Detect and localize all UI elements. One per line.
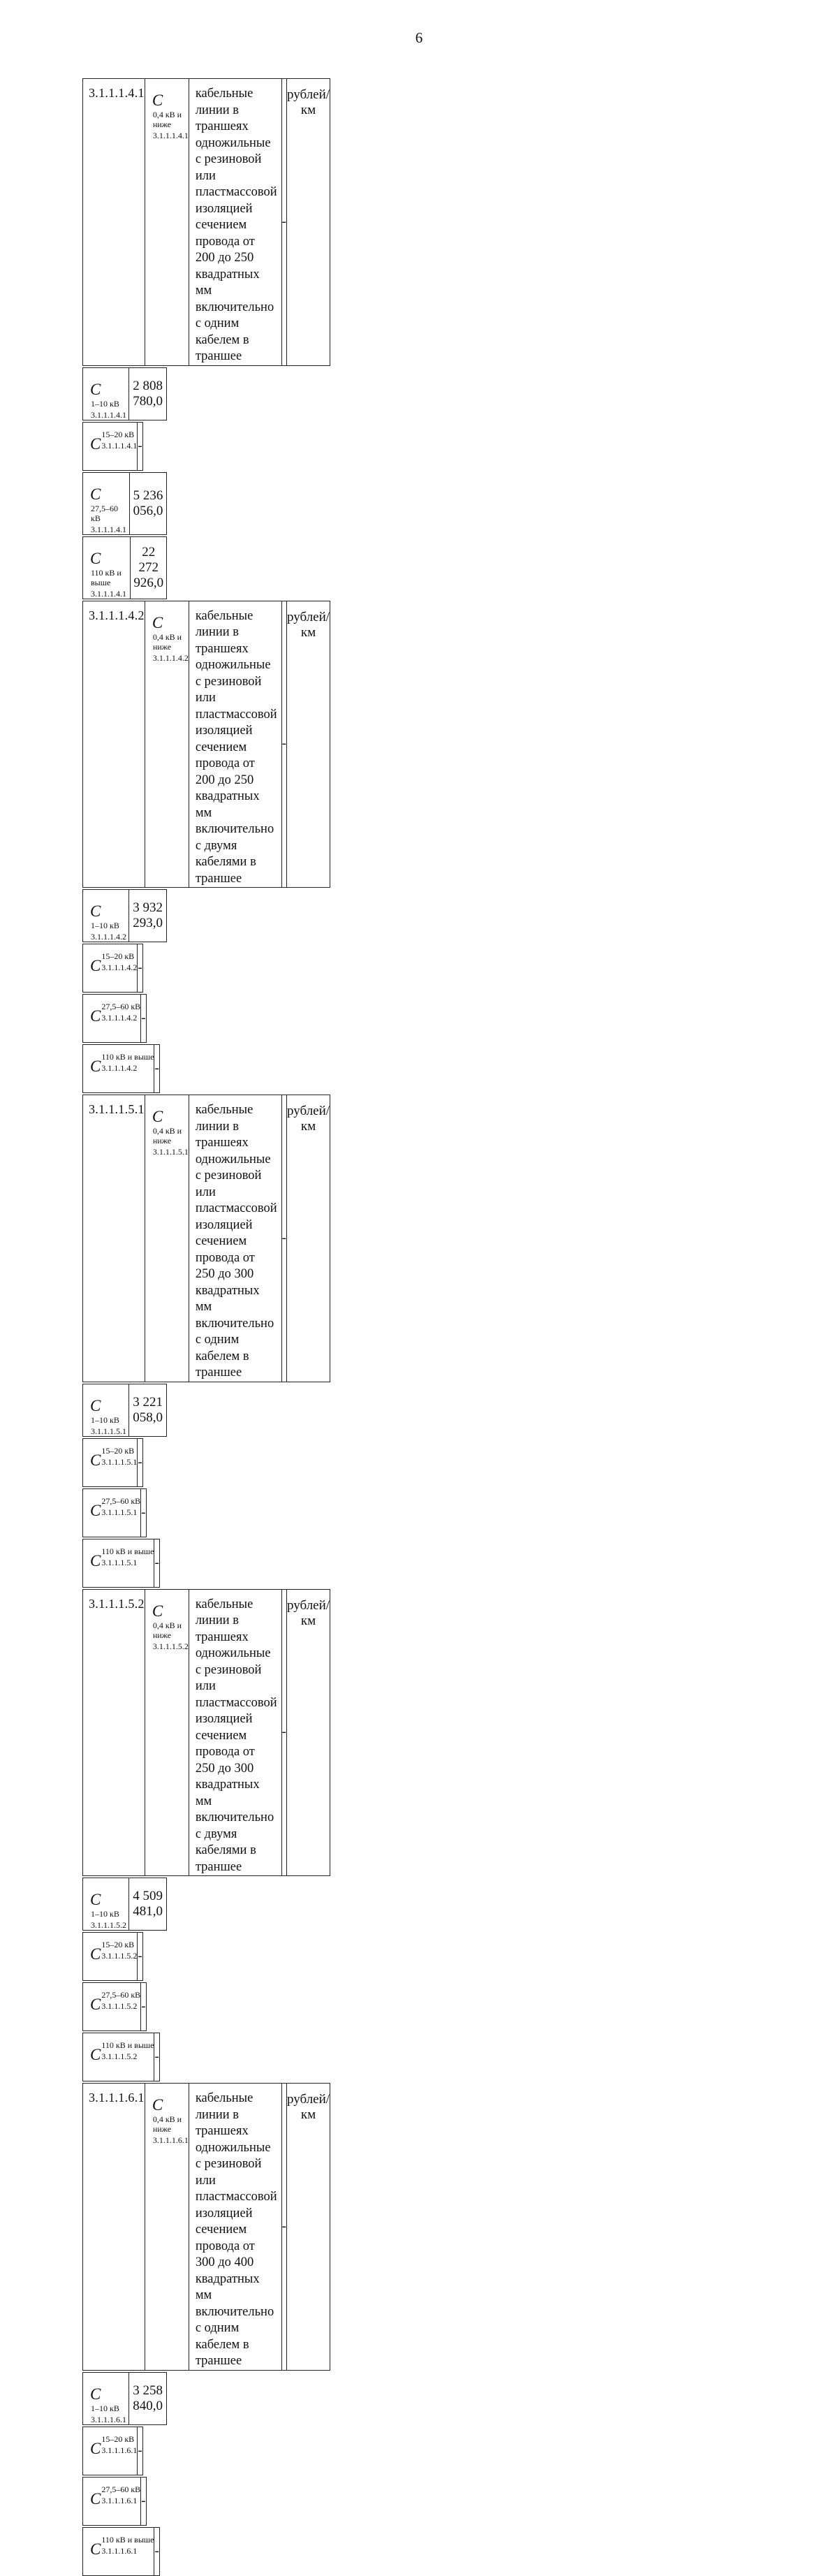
code-subscript: 3.1.1.1.5.1 xyxy=(101,1557,138,1567)
item-description: кабельные линии в траншеях одножильные с резиновой или пластмассовой изоляцией сечением провода от 250 до 300 квадратных мм включительно с одним кабелем в траншее xyxy=(189,1095,281,1382)
rate-symbol xyxy=(83,1539,154,1587)
rate-symbol xyxy=(83,536,131,599)
voltage-superscript: 27,5–60 кВ xyxy=(91,503,118,523)
rate-symbol xyxy=(145,1589,189,1876)
table-row xyxy=(82,889,167,942)
table-row xyxy=(82,367,167,420)
page-number: 6 xyxy=(415,29,423,46)
code-subscript: 3.1.1.1.4.1 xyxy=(91,524,126,534)
rate-value: - xyxy=(141,2477,146,2525)
table-row xyxy=(82,536,167,599)
rate-value: - xyxy=(281,2084,286,2371)
voltage-superscript: 110 кВ и выше xyxy=(101,2534,154,2545)
voltage-superscript: 110 кВ и выше xyxy=(101,2040,154,2050)
code-subscript: 3.1.1.1.5.2 xyxy=(101,1951,138,1961)
rate-value: 4 509 481,0 xyxy=(129,1878,167,1931)
table-row xyxy=(82,2372,167,2425)
rate-value: 3 221 058,0 xyxy=(129,1384,167,1436)
rate-letter: C xyxy=(90,1996,101,2013)
voltage-superscript: 110 кВ и выше xyxy=(101,1052,154,1062)
rate-symbol xyxy=(83,2033,154,2081)
rate-symbol xyxy=(83,995,141,1043)
code-subscript: 3.1.1.1.5.2 xyxy=(91,1920,126,1930)
voltage-superscript: 110 кВ и выше xyxy=(91,567,122,587)
rate-letter: C xyxy=(90,2540,101,2558)
rate-value: - xyxy=(154,1045,159,1093)
rate-letter: C xyxy=(90,1945,101,1963)
voltage-superscript: 15–20 кВ xyxy=(101,951,135,961)
voltage-superscript: 0,4 кВ и ниже xyxy=(152,2114,182,2134)
rate-letter: C xyxy=(90,380,101,398)
item-code: 3.1.1.1.4.2 xyxy=(83,601,145,888)
table-row xyxy=(82,78,167,366)
rate-value: - xyxy=(281,1589,286,1876)
item-code: 3.1.1.1.5.2 xyxy=(83,1589,145,1876)
rate-letter: C xyxy=(90,2046,101,2063)
rate-value: - xyxy=(141,995,146,1043)
code-subscript: 3.1.1.1.5.1 xyxy=(91,1426,126,1436)
code-subscript: 3.1.1.1.6.1 xyxy=(101,2545,138,2556)
item-code: 3.1.1.1.5.1 xyxy=(83,1095,145,1382)
rate-symbol xyxy=(83,367,129,420)
voltage-superscript: 27,5–60 кВ xyxy=(101,1495,141,1506)
code-subscript: 3.1.1.1.5.2 xyxy=(101,2051,138,2061)
rate-symbol xyxy=(83,1878,129,1931)
voltage-superscript: 1–10 кВ xyxy=(91,1414,119,1425)
table-row xyxy=(82,1438,167,1487)
table-row xyxy=(82,2527,167,2576)
voltage-superscript: 15–20 кВ xyxy=(101,1445,135,1456)
rate-value: - xyxy=(281,79,286,366)
voltage-superscript: 15–20 кВ xyxy=(101,2434,135,2444)
rate-letter: C xyxy=(90,1891,101,1908)
rate-value: - xyxy=(138,2427,142,2475)
rate-symbol xyxy=(83,2427,138,2475)
table-row xyxy=(82,472,167,535)
code-subscript: 3.1.1.1.5.2 xyxy=(152,1641,189,1651)
table-row xyxy=(82,2477,167,2526)
rate-letter: C xyxy=(90,902,101,920)
voltage-superscript: 110 кВ и выше xyxy=(101,1546,154,1556)
rate-value: - xyxy=(154,1539,159,1587)
rate-letter: C xyxy=(152,613,163,631)
code-subscript: 3.1.1.1.4.1 xyxy=(152,131,189,140)
rate-letter: C xyxy=(90,2385,101,2403)
tariff-table xyxy=(82,77,797,2576)
table-row xyxy=(82,1095,167,1382)
voltage-superscript: 1–10 кВ xyxy=(91,398,119,409)
table-row xyxy=(82,1384,167,1437)
code-subscript: 3.1.1.1.4.1 xyxy=(91,588,126,599)
rate-letter: C xyxy=(152,2096,163,2114)
table-row xyxy=(82,2427,167,2475)
voltage-superscript: 27,5–60 кВ xyxy=(101,1990,141,2000)
rate-letter: C xyxy=(90,2489,101,2508)
unit-label: рублей/км xyxy=(287,1589,330,1876)
rate-symbol xyxy=(83,1438,138,1486)
table-row xyxy=(82,994,167,1043)
item-code: 3.1.1.1.6.1 xyxy=(83,2084,145,2371)
code-subscript: 3.1.1.1.4.1 xyxy=(91,409,126,420)
rate-symbol xyxy=(145,601,189,888)
item-description: кабельные линии в траншеях одножильные с резиновой или пластмассовой изоляцией сечением провода от 300 до 400 квадратных мм включительно с одним кабелем в траншее xyxy=(189,2084,281,2371)
table-row xyxy=(82,1044,167,1093)
code-subscript: 3.1.1.1.4.1 xyxy=(101,440,138,451)
code-subscript: 3.1.1.1.6.1 xyxy=(101,2495,138,2505)
rate-symbol xyxy=(83,2372,129,2424)
rate-symbol xyxy=(145,2084,189,2371)
code-subscript: 3.1.1.1.4.2 xyxy=(152,652,189,663)
rate-symbol xyxy=(83,1983,141,2031)
rate-letter: C xyxy=(152,1602,163,1620)
table-row xyxy=(82,422,167,471)
voltage-superscript: 0,4 кВ и ниже xyxy=(152,1126,182,1146)
rate-value: 2 808 780,0 xyxy=(129,367,167,420)
rate-value: - xyxy=(138,422,142,470)
code-subscript: 3.1.1.1.4.2 xyxy=(101,1063,138,1073)
unit-label: рублей/км xyxy=(287,2084,330,2371)
rate-value: - xyxy=(281,601,286,888)
rate-value: - xyxy=(138,944,142,993)
rate-symbol xyxy=(145,79,189,366)
item-description: кабельные линии в траншеях одножильные с резиновой или пластмассовой изоляцией сечением провода от 250 до 300 квадратных мм включительно с двумя кабелями в траншее xyxy=(189,1589,281,1876)
voltage-superscript: 15–20 кВ xyxy=(101,429,135,439)
rate-symbol xyxy=(83,1933,138,1981)
voltage-superscript: 1–10 кВ xyxy=(91,921,119,930)
voltage-superscript: 15–20 кВ xyxy=(101,1940,135,1949)
table-row xyxy=(82,1589,167,1877)
unit-label: рублей/км xyxy=(287,601,330,888)
rate-value: - xyxy=(141,1983,146,2031)
rate-value: - xyxy=(281,1095,286,1382)
table-row xyxy=(82,1932,167,1981)
unit-label: рублей/км xyxy=(287,79,330,366)
code-subscript: 3.1.1.1.5.1 xyxy=(101,1456,138,1467)
table-row xyxy=(82,1539,167,1588)
code-subscript: 3.1.1.1.5.2 xyxy=(101,2001,138,2011)
rate-symbol xyxy=(83,422,138,470)
rate-letter: C xyxy=(90,549,101,567)
code-subscript: 3.1.1.1.6.1 xyxy=(91,2414,126,2424)
rate-value: - xyxy=(154,2527,159,2575)
table-row xyxy=(82,1982,167,2031)
rate-value: - xyxy=(141,1488,146,1537)
rate-symbol xyxy=(83,472,130,534)
rate-letter: C xyxy=(90,1501,101,1519)
code-subscript: 3.1.1.1.6.1 xyxy=(101,2445,138,2455)
table-row xyxy=(82,2033,167,2081)
voltage-superscript: 27,5–60 кВ xyxy=(101,2484,141,2494)
rate-symbol xyxy=(83,1488,141,1537)
rate-letter: C xyxy=(90,957,101,974)
rate-letter: C xyxy=(90,434,101,453)
rate-letter: C xyxy=(90,1451,101,1469)
rate-symbol xyxy=(83,1045,154,1093)
item-code: 3.1.1.1.4.1 xyxy=(83,79,145,366)
unit-label: рублей/км xyxy=(287,1095,330,1382)
item-description: кабельные линии в траншеях одножильные с резиновой или пластмассовой изоляцией сечением провода от 200 до 250 квадратных мм включительно с одним кабелем в траншее xyxy=(189,79,281,366)
table-row xyxy=(82,944,167,993)
voltage-superscript: 1–10 кВ xyxy=(91,1909,119,1919)
item-description: кабельные линии в траншеях одножильные с резиновой или пластмассовой изоляцией сечением провода от 200 до 250 квадратных мм включительно с двумя кабелями в траншее xyxy=(189,601,281,888)
rate-letter: C xyxy=(152,1108,163,1125)
rate-letter: C xyxy=(90,1007,101,1025)
voltage-superscript: 0,4 кВ и ниже xyxy=(152,1620,182,1640)
rate-value: 22 272 926,0 xyxy=(131,536,167,599)
rate-letter: C xyxy=(90,1551,101,1569)
voltage-superscript: 0,4 кВ и ниже xyxy=(152,110,182,129)
rate-letter: C xyxy=(90,2439,101,2457)
code-subscript: 3.1.1.1.4.2 xyxy=(101,1013,138,1023)
table-row xyxy=(82,601,167,888)
rate-symbol xyxy=(83,944,138,993)
table-row xyxy=(82,2083,167,2371)
rate-letter: C xyxy=(90,485,101,503)
code-subscript: 3.1.1.1.6.1 xyxy=(152,2135,189,2145)
rate-value: 3 932 293,0 xyxy=(129,890,167,942)
voltage-superscript: 0,4 кВ и ниже xyxy=(152,631,182,652)
rate-symbol xyxy=(83,2477,141,2525)
rate-value: - xyxy=(138,1933,142,1981)
table-row xyxy=(82,1488,167,1537)
rate-letter: C xyxy=(90,1396,101,1414)
rate-symbol xyxy=(83,890,129,942)
code-subscript: 3.1.1.1.4.2 xyxy=(91,932,126,942)
rate-symbol xyxy=(83,1384,129,1436)
rate-symbol xyxy=(83,2527,154,2575)
rate-value: 5 236 056,0 xyxy=(129,472,166,534)
tariff-table-body xyxy=(82,77,797,2576)
code-subscript: 3.1.1.1.4.2 xyxy=(101,963,138,972)
rate-letter: C xyxy=(152,92,163,109)
rate-letter: C xyxy=(90,1058,101,1075)
rate-value: 3 258 840,0 xyxy=(129,2372,167,2424)
rate-value: - xyxy=(154,2033,159,2081)
voltage-superscript: 1–10 кВ xyxy=(91,2403,119,2413)
code-subscript: 3.1.1.1.5.1 xyxy=(101,1507,138,1517)
rate-symbol xyxy=(145,1095,189,1382)
code-subscript: 3.1.1.1.5.1 xyxy=(152,1147,189,1157)
voltage-superscript: 27,5–60 кВ xyxy=(101,1002,141,1011)
table-row xyxy=(82,1878,167,1931)
rate-value: - xyxy=(138,1438,142,1486)
